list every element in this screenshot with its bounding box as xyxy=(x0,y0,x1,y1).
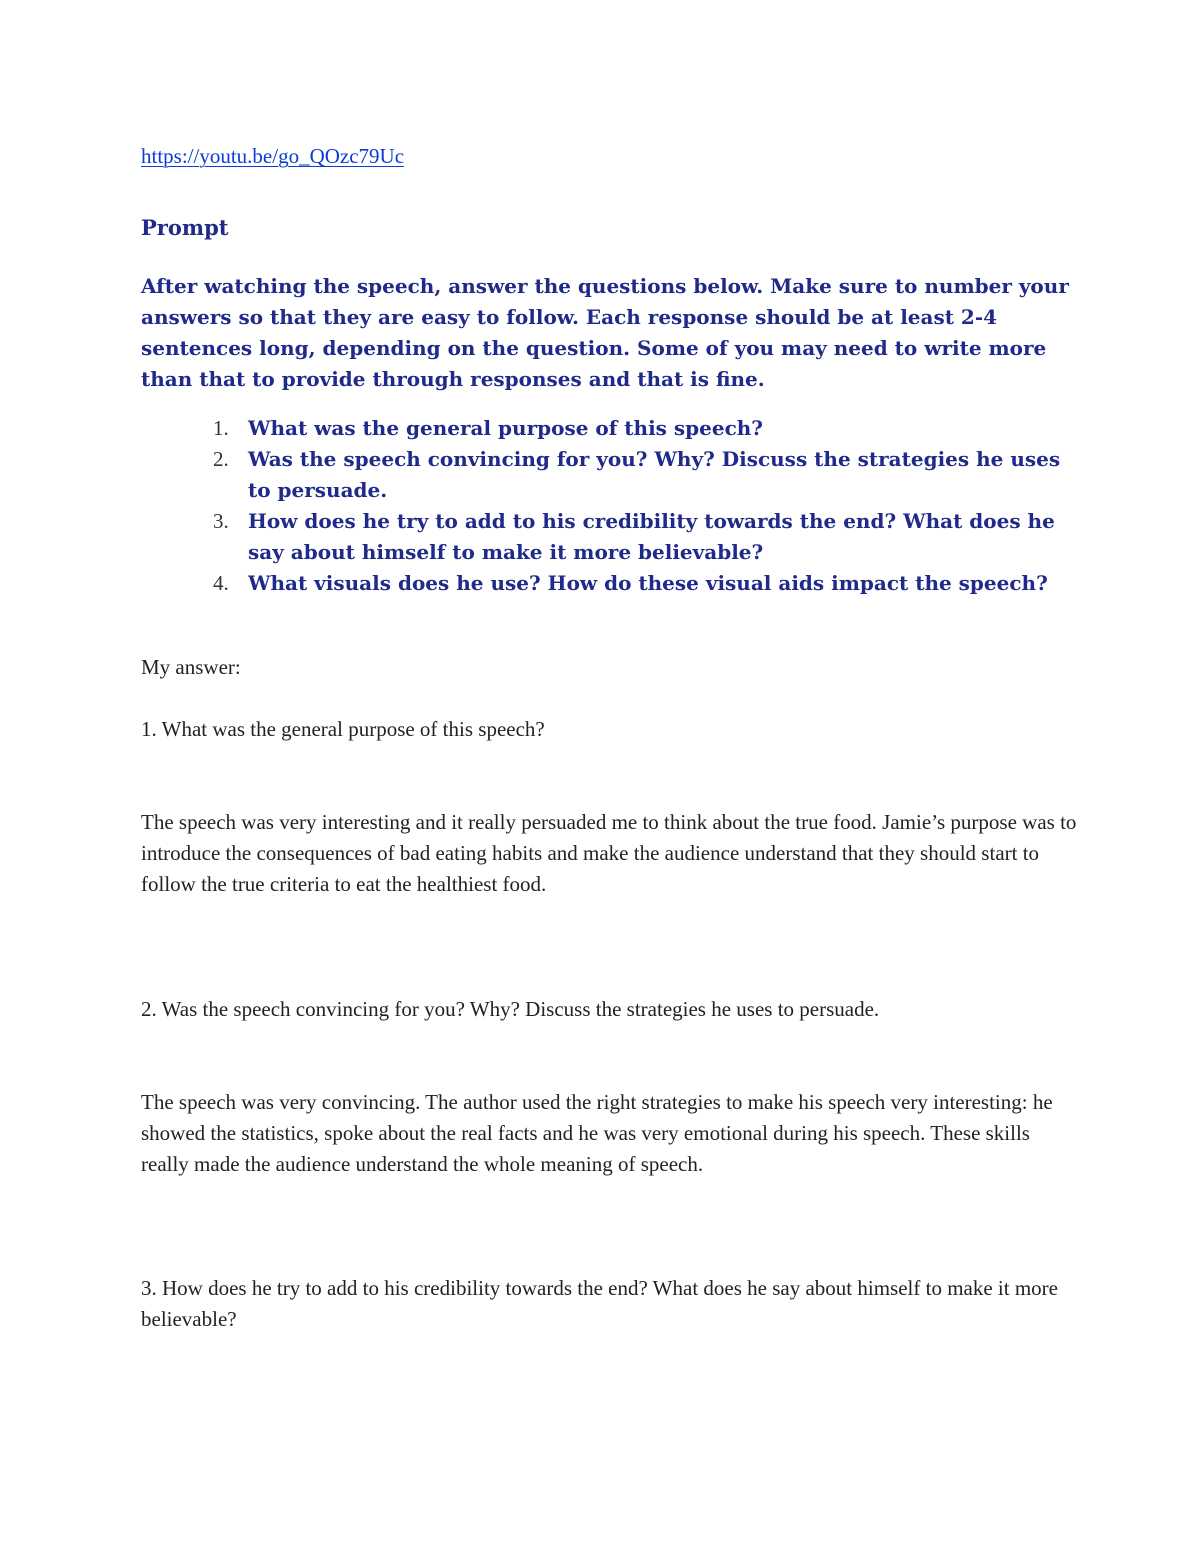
question-item xyxy=(141,413,1081,444)
answer-response-2: The speech was very convincing. The author used the right strategies to make his speech very interesting: he showed the statistics, spoke about the real facts and he was very emotional during his speech. These skills really made the audience understand the whole meaning of speech. xyxy=(141,1090,1053,1176)
video-link[interactable]: https://youtu.be/go_QOzc79Uc xyxy=(141,144,405,168)
prompt-heading: Prompt xyxy=(141,215,229,240)
answer-question-2: 2. Was the speech convincing for you? Why? Discuss the strategies he uses to persuade. xyxy=(141,997,880,1021)
question-number: 4. xyxy=(213,571,229,595)
question-text: How does he try to add to his credibility towards the end? What does he say about himself to make it more believable? xyxy=(248,509,1055,564)
question-text: What visuals does he use? How do these visual aids impact the speech? xyxy=(248,571,1048,595)
question-item xyxy=(141,568,1081,599)
answer-question-1: 1. What was the general purpose of this speech? xyxy=(141,717,545,741)
question-list xyxy=(141,413,1081,599)
question-number: 3. xyxy=(213,509,229,533)
answers-label: My answer: xyxy=(141,655,241,679)
question-item xyxy=(141,444,1081,506)
question-item xyxy=(141,506,1081,568)
answer-response-1: The speech was very interesting and it really persuaded me to think about the true food. Jamie’s purpose was to introduce the consequences of bad eating habits and make the audience understand that they should start to follow the true criteria to eat the healthiest food. xyxy=(141,810,1077,896)
question-number: 1. xyxy=(213,416,229,440)
question-text: What was the general purpose of this speech? xyxy=(248,416,764,440)
prompt-instructions: After watching the speech, answer the questions below. Make sure to number your answers so that they are easy to follow. Each response should be at least 2-4 sentences long, depending on the question. Some of you may need to write more than that to provide through responses and that is fine. xyxy=(141,274,1069,391)
question-text: Was the speech convincing for you? Why? Discuss the strategies he uses to persuade. xyxy=(248,447,1061,502)
question-number: 2. xyxy=(213,447,229,471)
answer-question-3: 3. How does he try to add to his credibility towards the end? What does he say about himself to make it more believable? xyxy=(141,1276,1058,1331)
